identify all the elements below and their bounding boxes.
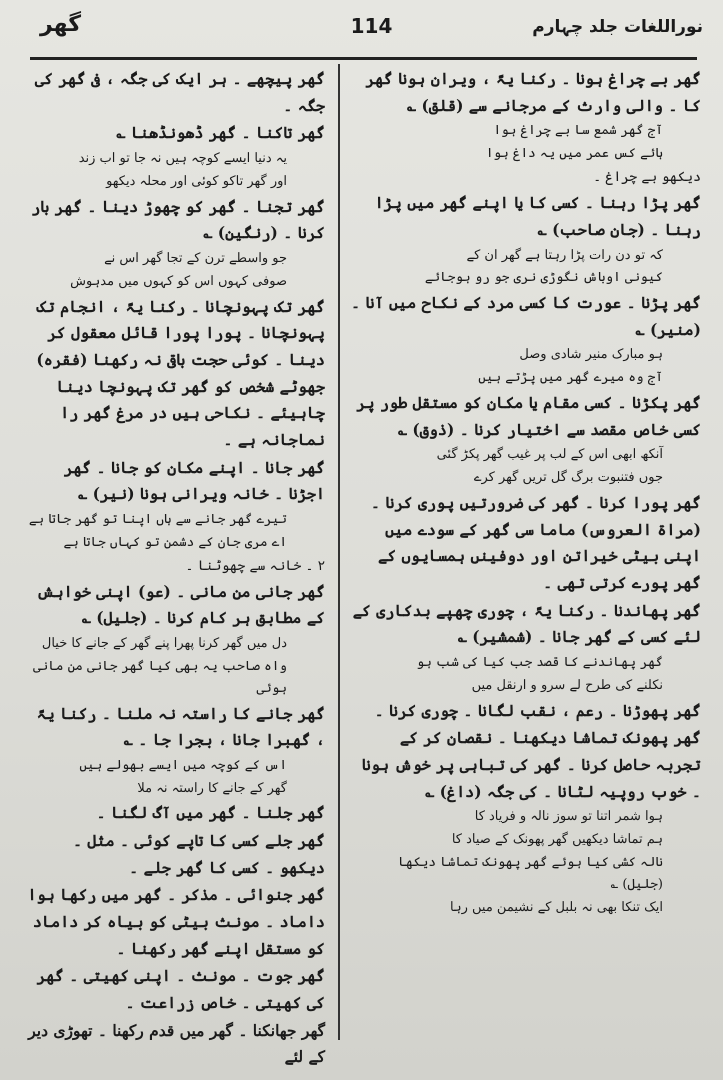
verse-line: آج وہ میرے گھر میں پڑتے ہیں — [478, 370, 663, 386]
dictionary-entry: گھر جوت ۔ مونث ۔ اپنی کھیتی ۔ گھر کی کھیتی ۔ خاص زراعت ۔ — [36, 966, 325, 1013]
verse-line: اور گھر تاکو کوئی اور محلہ دیکھو — [106, 173, 287, 189]
dictionary-entry: گھر پکڑنا ۔ کسی مقام یا مکان کو مستقل طور پر کسی خاص مقصد سے اختیار کرنا ۔ (ذوق) ؎ — [356, 393, 701, 439]
dictionary-entry: گھر پورا کرنا ۔ گھر کی ضرورتیں پوری کرنا ۔ (مراۃ العروس) ماما سی گھر کے سودے میں اپنی بیٹی خیراتن اور دوفینں ہمسایوں کے گھر پورے کرتی تھی ۔ — [370, 493, 701, 593]
text-line: ۲ ۔ خانہ سے چھوٹنا ۔ — [185, 557, 325, 574]
verse-line: ایک تنکا بھی نہ بلبل کے نشیمن میں رہا — [450, 899, 663, 915]
dictionary-entry: گھر بے چراغ ہونا ۔ رکنا یۃً ، ویران ہونا گھر کا ۔ والی وارث کے مرجانے سے (قلق) ؎ — [365, 69, 701, 115]
dictionary-entry: گھر پھوڑنا ۔ رعم ، نقب لگانا ۔ چوری کرنا ۔ — [374, 700, 701, 720]
dictionary-entry: گھر جنوائی ۔ مذکر ۔ گھر میں رکھا ہوا داماد ۔ مونث بیٹی کو بیاہ کر داماد کو مستقل اپنے گھر رکھنا ۔ — [27, 885, 325, 958]
dictionary-entry: گھر پھاندنا ۔ رکنا یۃً ، چوری چھپے بدکاری کے لئے کسی کے گھر جانا ۔ (شمشیر) ؎ — [352, 600, 701, 647]
verse-line: ہائے کس عمر میں یہ داغ ہوا — [485, 146, 663, 162]
verse-line: نکلنے کی طرح لے سرو و ارنقل میں — [471, 677, 663, 693]
dictionary-entry: گھر پھونک تماشا دیکھنا ۔ نقصان کر کے تجربہ حاصل کرنا ۔ گھر کی تباہی پر خوش ہونا ۔ خوب روپیہ لٹانا ۔ کی جگہ (داغ) ؎ — [361, 728, 701, 801]
verse-line: کہ تو دن رات پڑا رہتا ہے گھر ان کے — [466, 247, 663, 263]
verse-line: واہ صاحب یہ بھی کیا گھر جانی من مانی ہوئی — [33, 658, 287, 696]
verse-line: یہ دنیا ایسے کوچہ ہیں نہ جا تو اب زند — [78, 150, 287, 166]
dictionary-entry: گھر پڑنا ۔ عورت کا کسی مرد کے نکاح میں آنا ۔ (منیر) ؎ — [351, 293, 701, 339]
verse-line: جوں فتنبوت برگ گل تریں گھر کرے — [473, 470, 663, 486]
page-number: 114 — [350, 14, 393, 38]
dictionary-entry: گھر جانے کا راستہ نہ ملنا ۔ رکنا یۃً ، گھبرا جانا ، بجرا جا ۔ ؎ — [36, 703, 325, 750]
page-header — [40, 10, 703, 50]
running-keyword: گھر — [40, 12, 82, 37]
book-title: نوراللغات جلد چہارم — [532, 17, 703, 37]
dictionary-entry: گھر جلنا ۔ گھر میں آگ لگنا ۔ — [96, 803, 325, 823]
verse-line: کیونی اوباش نگوڑی نری جو رو ہوجائے — [424, 270, 663, 286]
verse-line: ہو مبارک منیر شادی وصل — [519, 347, 663, 363]
dictionary-entry: گھر تک پہونچانا ۔ رکنا یۃً ، انجام تک پہونچانا ۔ پورا پورا قائل معقول کر دینا ۔ کوئی حجت باقی نہ رکھنا (فقرہ) جھوٹے شخص کو گھر تک پہونچا دینا چاہیئے ۔ نکاحی ہیں در مرغ گھر را نماجانہ ہے ۔ — [36, 296, 325, 449]
dictionary-entry: گھر جانی من مانی ۔ (عو) اپنی خواہش کے مطابق ہر کام کرنا ۔ (جلیل) ؎ — [36, 581, 325, 628]
verse-line: جو واسطے ترن کے تجا گھر اس نے — [104, 250, 287, 266]
column-divider — [338, 64, 340, 1040]
verse-line: تیرے گھر جانے سے ہاں اپنا تو گھر جاتا ہے — [28, 511, 287, 527]
dictionary-entry: گھر تاکنا ۔ گھر ڈھونڈھنا ؎ — [116, 123, 325, 143]
left-column — [24, 66, 325, 1067]
verse-line: گھر کے جانے کا راستہ نہ ملا — [137, 780, 287, 796]
dictionary-entry: گھر جھانکنا ۔ گھر میں قدم رکھنا ۔ تھوڑی دیر کے لئے — [28, 1020, 325, 1067]
dictionary-entry: گھر پڑا رہنا ۔ کسی کا یا اپنے گھر میں پڑا رہنا ۔ (جان صاحب) ؎ — [374, 193, 701, 239]
right-column — [350, 66, 701, 1050]
verse-line: اے مری جان کے دشمن تو کہاں جاتا ہے — [63, 534, 287, 550]
dictionary-entry: گھر جانا ۔ اپنے مکان کو جانا ۔ گھر اجڑنا ۔ خانہ ویرانی ہونا (نیر) ؎ — [63, 457, 325, 504]
verse-line: اس کے کوچہ میں ایسے بھولے ہیں — [79, 757, 287, 773]
verse-line: گھر پھاندنے کا قصد جب کیا کی شب ہو — [416, 655, 663, 671]
verse-line: ہم تماشا دیکھیں گھر پھونک کے صیاد کا — [451, 832, 663, 848]
text-line: دیکھو بے چراغ ۔ — [593, 168, 701, 185]
verse-line: صوفی کہوں اس کو کہوں میں مدہوش — [70, 273, 287, 289]
verse-line: آج گھر شمع سا بے چراغ ہوا — [493, 123, 663, 139]
verse-line: ہوا شمر اتنا تو سوز نالہ و فریاد کا — [474, 809, 663, 825]
dictionary-entry: گھر پیچھے ۔ ہر ایک کی جگہ ، فی گھر کی جگہ ۔ — [34, 69, 325, 115]
dictionary-entry: گھر تجنا ۔ گھر کو چھوڑ دینا ۔ گھر بار کرنا ۔ (رنگین) ؎ — [31, 196, 325, 243]
dictionary-entry: گھر جلے کسی کا تاپے کوئی ۔ مثل ۔ دیکھو ۔ کسی کا گھر جلے ۔ — [72, 831, 325, 877]
verse-line: دل میں گھر کرنا پھرا پنے گھر کے جانے کا خیال — [41, 636, 287, 652]
verse-line: آنکھ ابھی اس کے لب پر غیب گھر پکڑ گئی — [436, 447, 663, 463]
header-rule — [30, 57, 697, 60]
verse-line: نالہ کشی کیا ہوئے گھر پھونک تماشا دیکھا (جلیل) ؎ — [397, 854, 663, 892]
